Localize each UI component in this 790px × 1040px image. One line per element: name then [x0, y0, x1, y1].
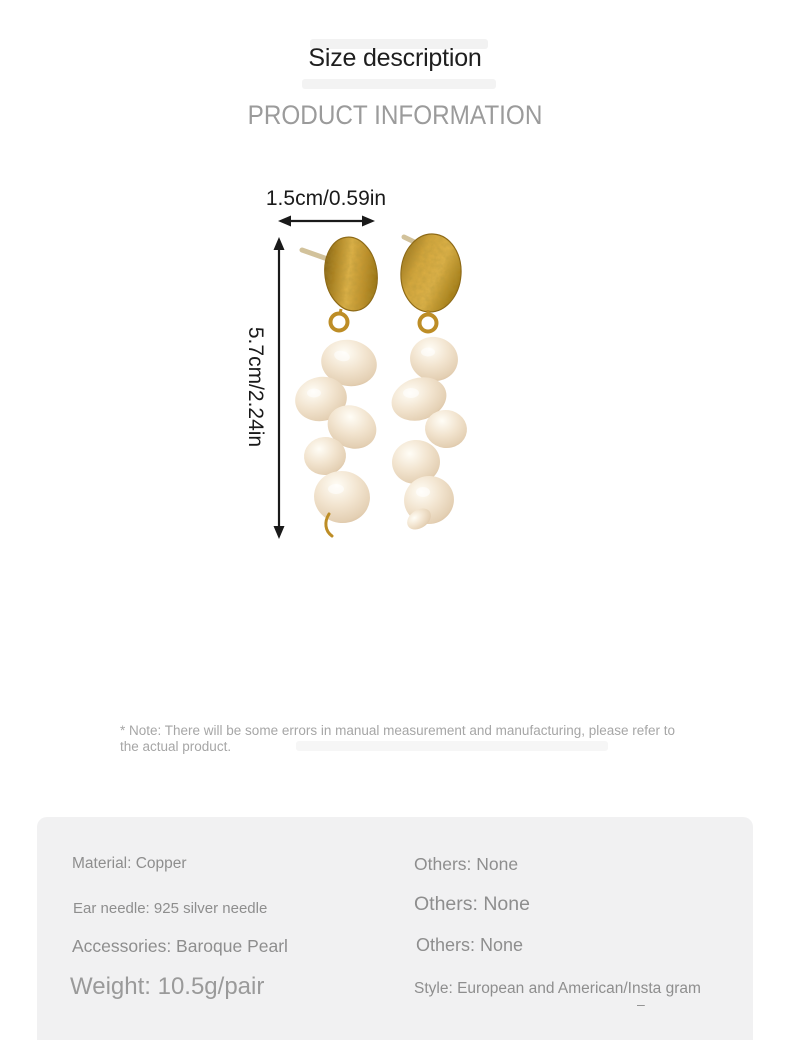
section-heading: PRODUCT INFORMATION: [247, 100, 543, 130]
height-measurement-label: 5.7cm/2.24in: [244, 326, 267, 448]
page-title: Size description: [308, 44, 482, 72]
height-arrow: [274, 237, 285, 539]
spec-material: Material: Copper: [72, 855, 187, 872]
width-measurement-label: 1.5cm/0.59in: [265, 187, 387, 210]
earrings-size-diagram: [230, 183, 510, 560]
hammered-texture: [398, 232, 463, 314]
connector-loop: [331, 314, 348, 331]
specs-panel: [37, 817, 753, 1040]
earring-right: [386, 232, 470, 534]
connector-loop: [420, 315, 437, 332]
ghost-dash-artifact: –: [637, 996, 645, 1012]
spec-accessories: Accessories: Baroque Pearl: [72, 936, 288, 956]
pearl-strand-left: [291, 335, 384, 536]
hammered-texture: [320, 234, 382, 315]
spec-others-1: Others: None: [414, 854, 519, 874]
spec-style: Style: European and American/Insta gram: [414, 980, 701, 997]
spec-others-3: Others: None: [416, 935, 524, 955]
spec-weight: Weight: 10.5g/pair: [70, 973, 265, 1000]
pearl: [311, 467, 374, 526]
spec-others-2: Others: None: [414, 893, 530, 915]
width-arrow: [278, 216, 375, 227]
spec-ear-needle: Ear needle: 925 silver needle: [73, 900, 268, 917]
pearl-strand-right: [386, 333, 470, 534]
measurement-note: * Note: There will be some errors in manual measurement and manufacturing, please refer to the actual product.: [120, 723, 676, 754]
pearl: [407, 333, 462, 385]
ghost-artifact: [302, 79, 496, 89]
earring-left: [291, 234, 384, 536]
